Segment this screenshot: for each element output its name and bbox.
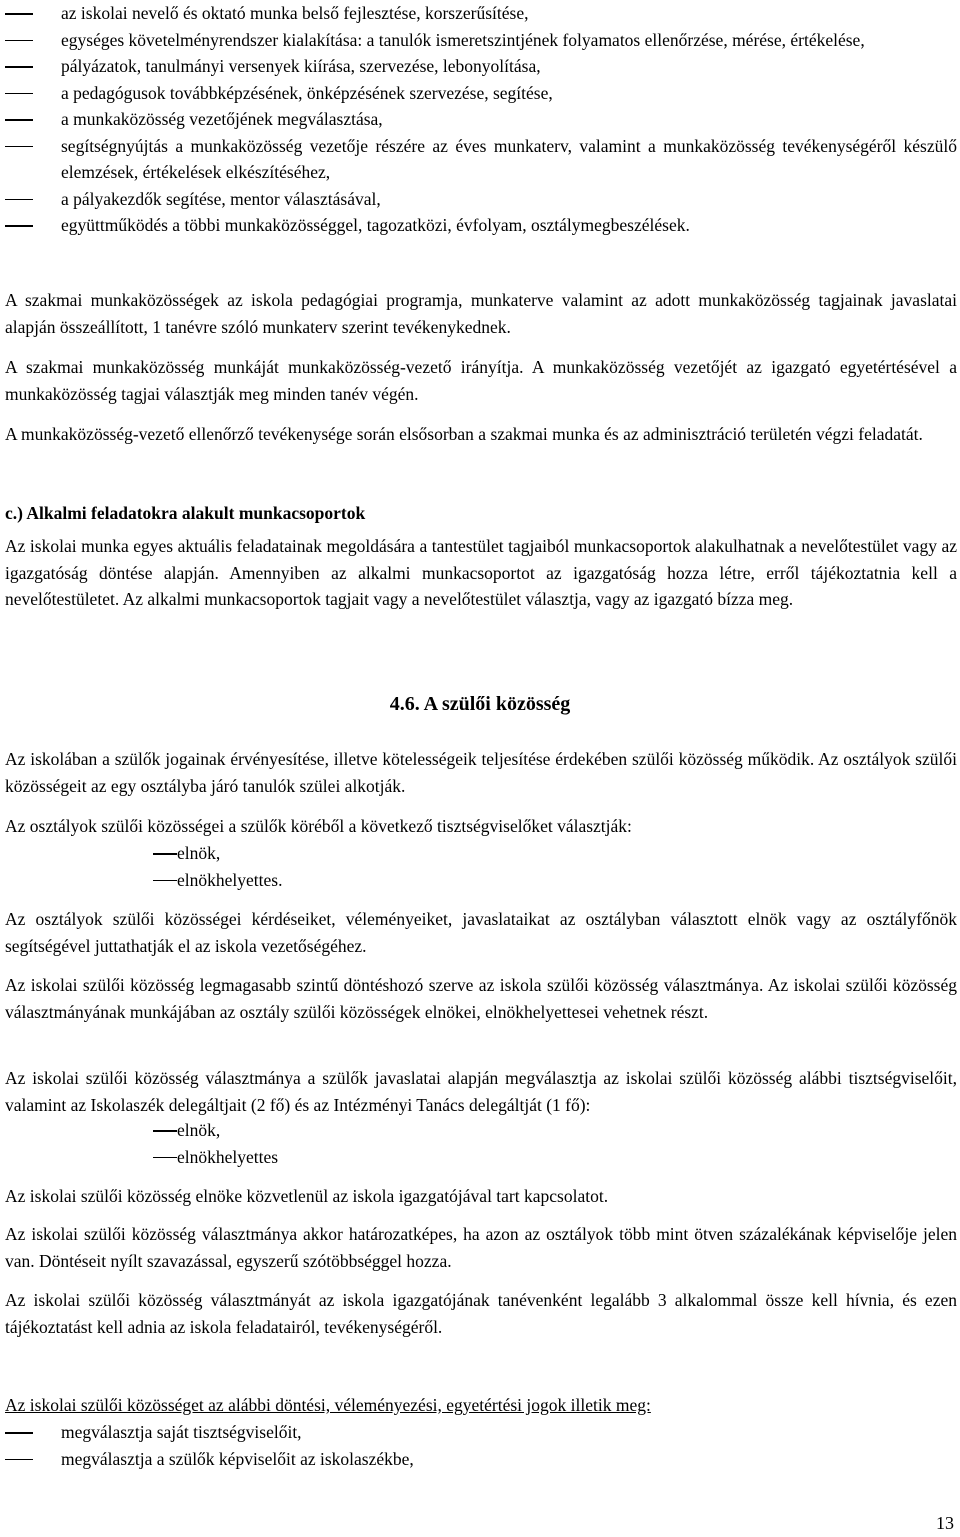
paragraph: Az iskolai szülői közösség választmánya a szülők javaslatai alapján megválasztja az iskolai szülői közösség alábbi tisztségviselőit, valamint az Iskolaszék delegáltjait (2 fő) és az Intézményi Tanács delegáltját (1 fő): [5, 1068, 957, 1115]
paragraph: Az iskolai szülői közösség választmányát az iskola igazgatójának tanévenként legalább 3 alkalommal össze kell hívnia, és ezen tájékoztatást kell adnia az iskola feladatairól, tevékenységéről. [5, 1290, 957, 1337]
list-item: az iskolai nevelő és oktató munka belső fejlesztése, korszerűsítése, [5, 0, 957, 27]
paragraph: Az iskolában a szülők jogainak érvényesítése, illetve kötelességeik teljesítése érdekében szülői közösség működik. Az osztályok szülői közösségeit az egy osztályba járó tanulók szülei alkotják. [5, 749, 957, 796]
rights-heading: Az iskolai szülői közösséget az alábbi döntési, véleményezési, egyetértési jogok illetik meg: [5, 1395, 651, 1415]
paragraph: Az osztályok szülői közösségei kérdéseiket, véleményeiket, javaslataikat az osztályban választott elnök vagy az osztályfőnök segítségével juttathatják el az iskola vezetőségéhez. [5, 909, 957, 956]
list-item: együttműködés a többi munkaközösséggel, tagozatközi, évfolyam, osztálymegbeszélések. [5, 212, 957, 239]
paragraph: A szakmai munkaközösségek az iskola pedagógiai programja, munkaterve valamint az adott munkaközösség tagjainak javaslatai alapján összeállított, 1 tanévre szóló munkaterv szerint tevékenykednek. [5, 290, 957, 337]
section-heading-c: c.) Alkalmi feladatokra alakult munkacsoportok [5, 503, 366, 523]
paragraph: Az iskolai szülői közösség választmánya akkor határozatképes, ha azon az osztályok több mint ötven százalékának képviselője jelen van. Döntéseit nyílt szavazással, egyszerű szótöbbséggel hozza. [5, 1224, 957, 1271]
list-item: elnök, [5, 1117, 957, 1144]
list-munkakozosseg-feladatai [5, 0, 957, 239]
list-item: megválasztja a szülők képviselőit az iskolaszékbe, [5, 1446, 957, 1473]
list-item: a pedagógusok továbbképzésének, önképzésének szervezése, segítése, [5, 80, 957, 107]
section-title: 4.6. A szülői közösség [389, 693, 571, 715]
paragraph: Az osztályok szülői közösségei a szülők köréből a következő tisztségviselőket választják: [5, 816, 632, 836]
list-item: pályázatok, tanulmányi versenyek kiírása, szervezése, lebonyolítása, [5, 53, 957, 80]
list-item: megválasztja saját tisztségviselőit, [5, 1419, 957, 1446]
page-number: 13 [936, 1513, 954, 1533]
list-jogok [5, 1419, 957, 1472]
list-item: elnökhelyettes. [5, 867, 957, 894]
list-tisztsegviselok [5, 840, 957, 893]
list-item: segítségnyújtás a munkaközösség vezetője részére az éves munkaterv, valamint a munkaközösség tevékenységéről készülő elemzések, értékelések elkészítéséhez, [5, 133, 957, 186]
paragraph: Az iskolai munka egyes aktuális feladatainak megoldására a tantestület tagjaiból munkacsoportok alakulhatnak a nevelőtestület vagy az igazgatóság döntése alapján. Amennyiben az alkalmi munkacsoportot az igazgatóság hozza létre, erről tájékoztatnia kell a nevelőtestületet. Az alkalmi munkacsoportok tagjait vagy a nevelőtestület választja, vagy az igazgató bízza meg. [5, 536, 957, 609]
list-item: a pályakezdők segítése, mentor választásával, [5, 186, 957, 213]
list-item: egységes követelményrendszer kialakítása: a tanulók ismeretszintjének folyamatos ellenőrzése, mérése, értékelése, [5, 27, 957, 54]
paragraph: A munkaközösség-vezető ellenőrző tevékenysége során elsősorban a szakmai munka és az adminisztráció területén végzi feladatát. [5, 424, 923, 444]
paragraph: Az iskolai szülői közösség legmagasabb szintű döntéshozó szerve az iskola szülői közösség választmánya. Az iskolai szülői közösség választmányának munkájában az osztály szülői közösségek elnökei, elnökhelyettesei vehetnek részt. [5, 975, 957, 1022]
list-item: elnök, [5, 840, 957, 867]
list-valasztmany-tisztsegviselok [5, 1117, 957, 1170]
paragraph: Az iskolai szülői közösség elnöke közvetlenül az iskola igazgatójával tart kapcsolatot. [5, 1186, 609, 1206]
list-item: a munkaközösség vezetőjének megválasztása, [5, 106, 957, 133]
list-item: elnökhelyettes [5, 1144, 957, 1171]
paragraph: A szakmai munkaközösség munkáját munkaközösség-vezető irányítja. A munkaközösség vezetőjét az igazgató egyetértésével a munkaközösség tagjai választják meg minden tanév végén. [5, 357, 957, 404]
